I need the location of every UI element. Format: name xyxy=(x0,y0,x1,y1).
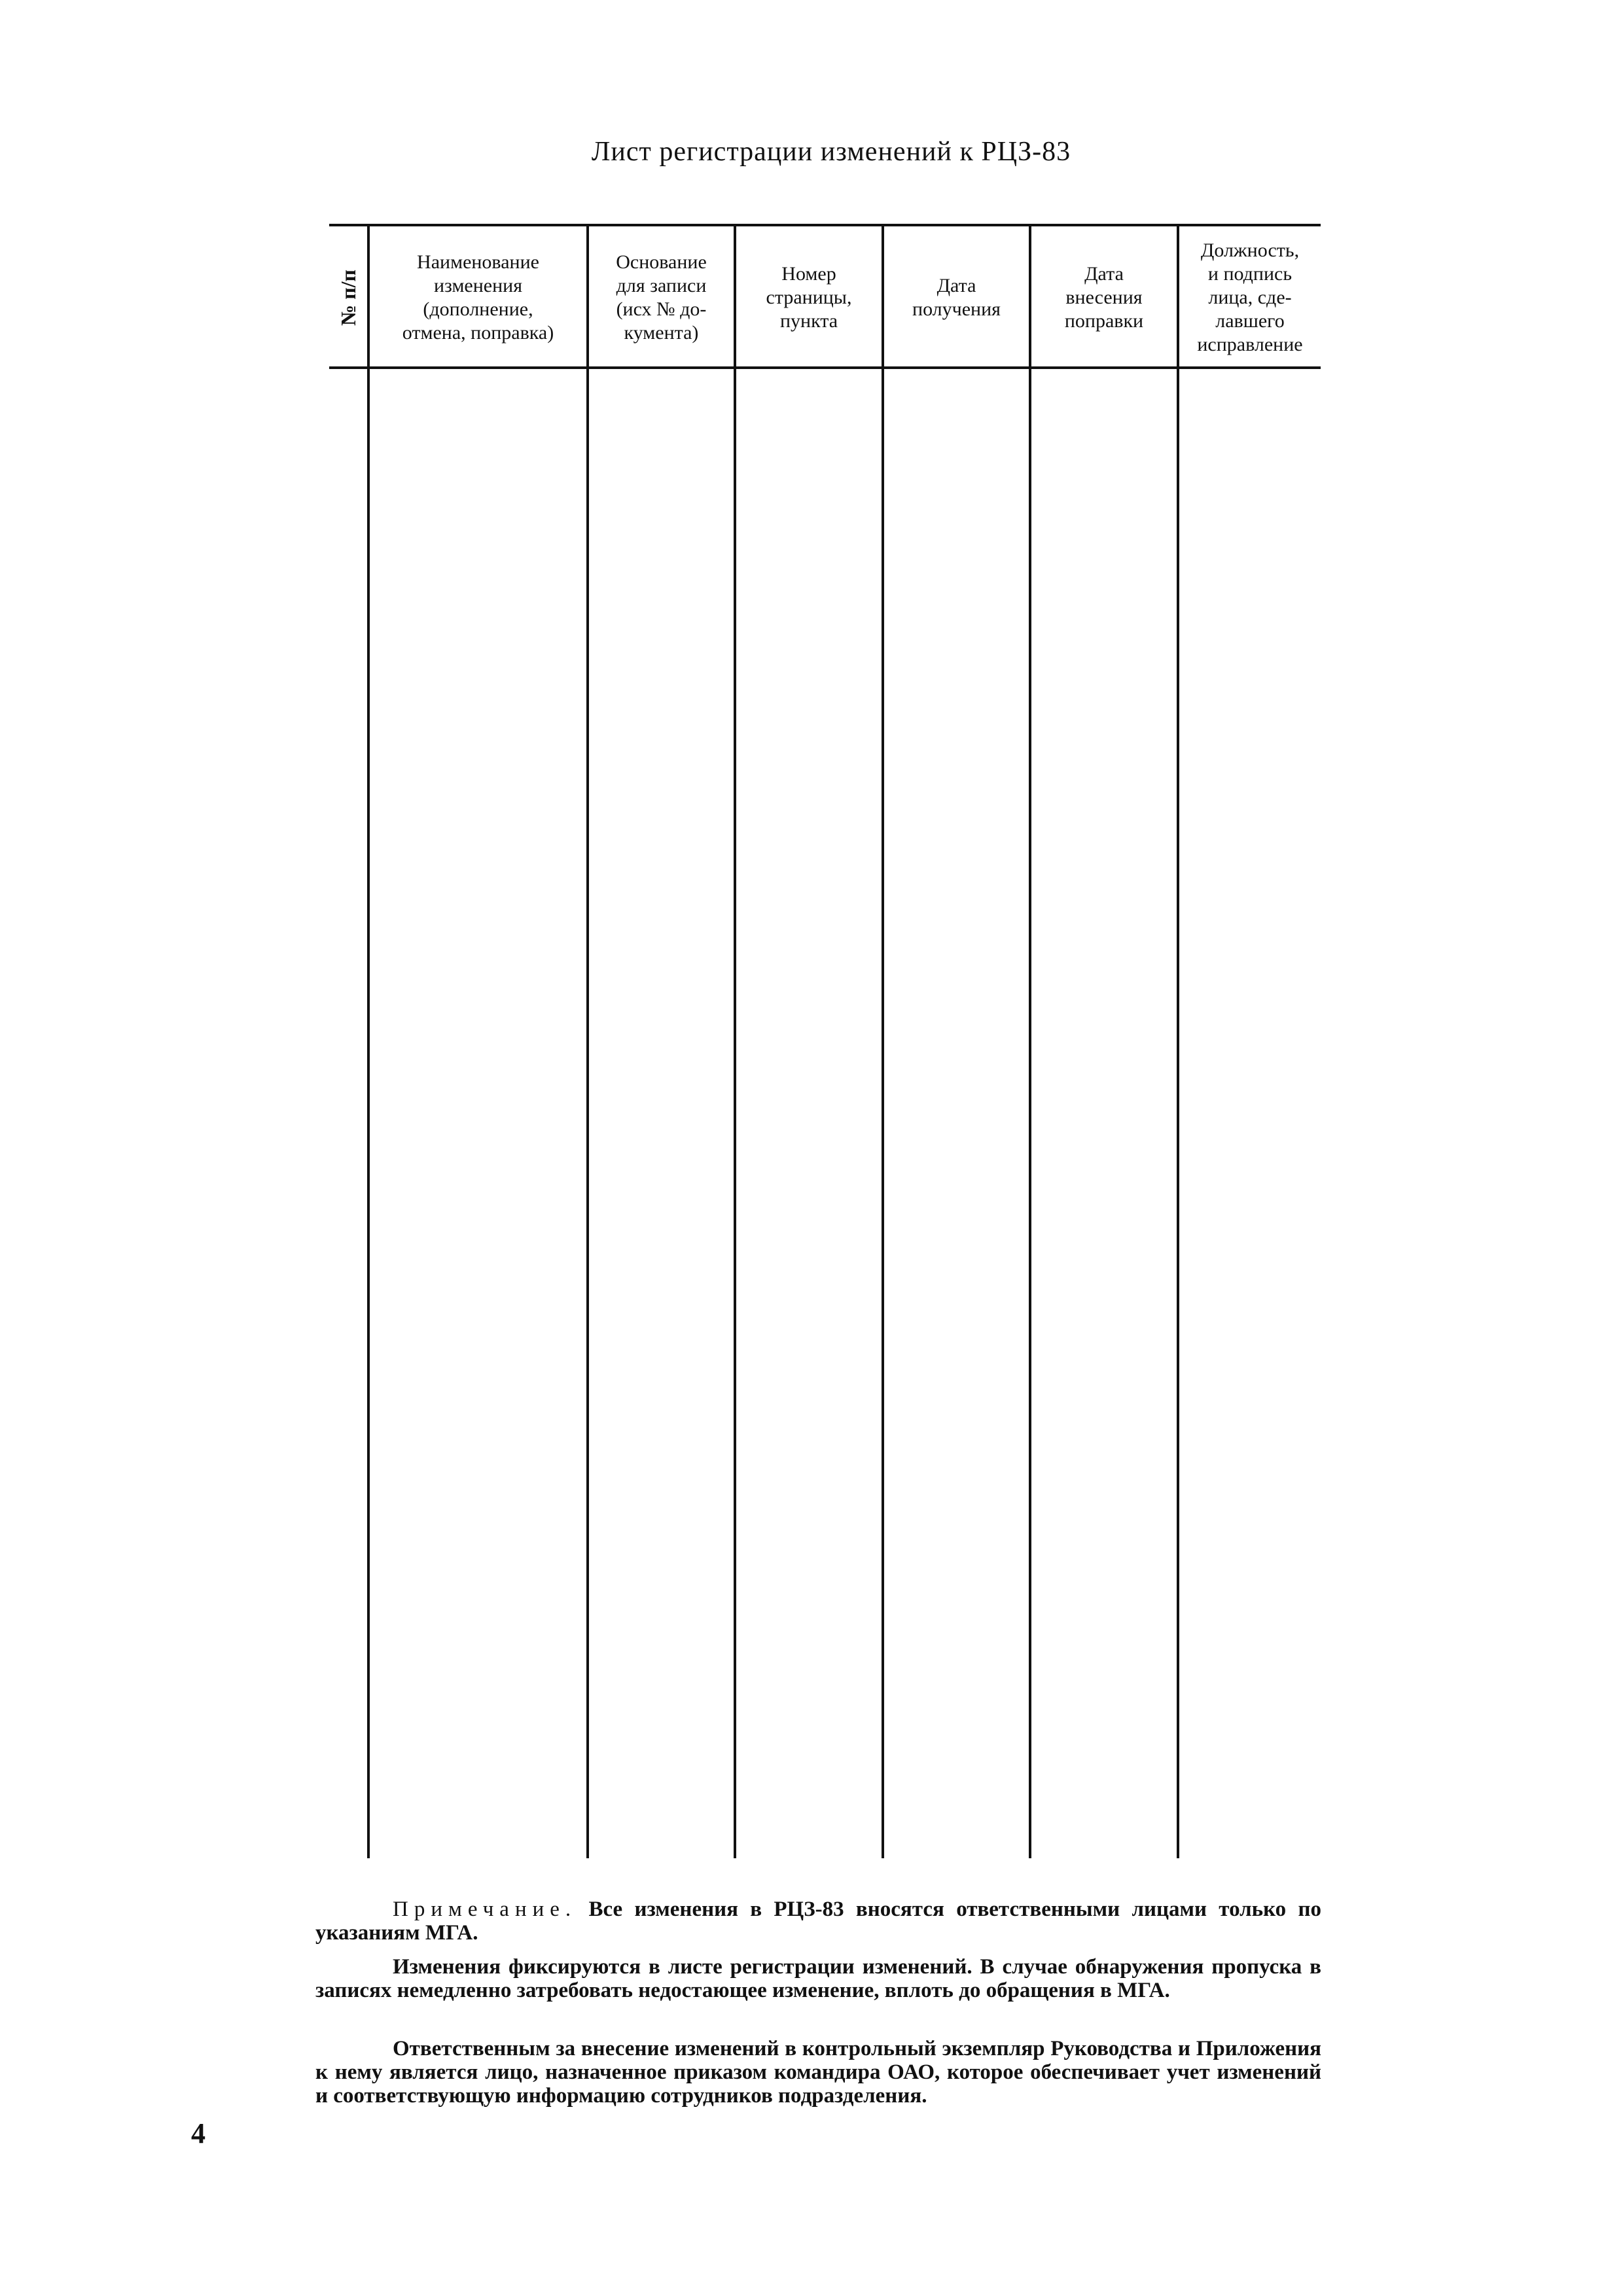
table-top-rule xyxy=(329,224,1321,226)
header-number: № п/п xyxy=(336,270,361,326)
header-change-name: Наименование изменения (дополнение, отмена, поправка) xyxy=(402,251,554,344)
column-divider xyxy=(1177,224,1179,1858)
header-position-signature: Должность, и подпись лица, сде- лавшего исправление xyxy=(1197,239,1303,355)
page-number: 4 xyxy=(191,2117,205,2149)
column-divider xyxy=(882,224,884,1858)
note-paragraph-3: Ответственным за внесение изменений в контрольный экземпляр Руководства и Приложения к нему является лицо, назначенное приказом командира ОАО, которое обеспечивает учет изменений и соответствующую информацию сотрудников подразделения. xyxy=(315,2037,1321,2108)
header-date-entered: Дата внесения поправки xyxy=(1064,263,1144,332)
column-divider xyxy=(734,224,736,1858)
header-basis: Основание для записи (исх № до- кумента) xyxy=(616,251,707,344)
note-paragraph-1 xyxy=(315,1898,1321,1945)
column-divider xyxy=(367,224,370,1858)
table-header-rule xyxy=(329,366,1321,369)
note-label: Примечание. xyxy=(393,1898,577,1921)
column-divider xyxy=(1029,224,1031,1858)
change-registration-table xyxy=(329,224,1321,1858)
column-divider xyxy=(586,224,589,1858)
page-title: Лист регистрации изменений к РЦЗ-83 xyxy=(591,137,1071,167)
header-page-number: Номер страницы, пункта xyxy=(766,263,852,332)
header-date-received: Дата получения xyxy=(912,275,1001,320)
note-text: Все изменения в РЦЗ-83 вносятся ответственными лицами только по указаниям МГА. xyxy=(315,1898,1321,1945)
note-paragraph-2: Изменения фиксируются в листе регистрации изменений. В случае обнаружения пропуска в записях немедленно затребовать недостающее изменение, вплоть до обращения в МГА. xyxy=(315,1955,1321,2002)
